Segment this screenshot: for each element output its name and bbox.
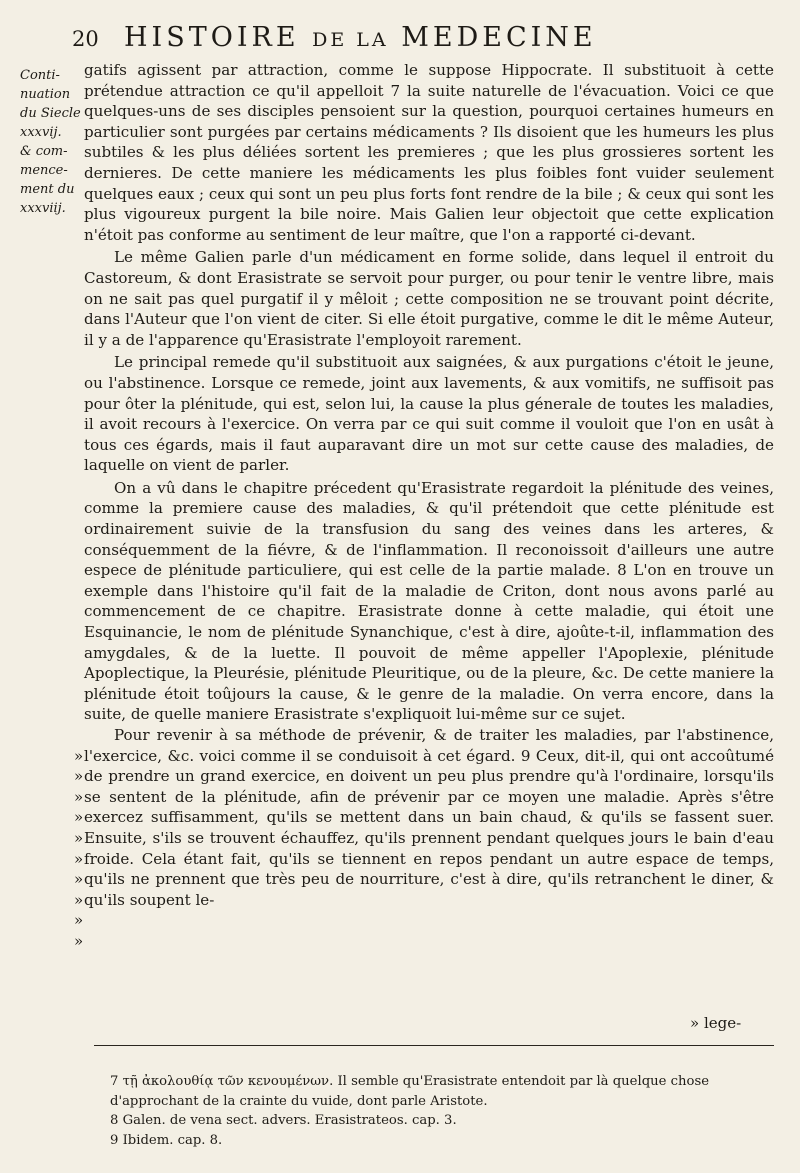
- footnote-rule: [94, 1045, 774, 1046]
- quote-mark: »: [74, 828, 84, 847]
- footnote: 9 Ibidem. cap. 8.: [110, 1132, 223, 1148]
- quote-mark: »: [74, 787, 84, 806]
- quote-mark: »: [74, 849, 84, 868]
- quote-mark: »: [74, 870, 84, 889]
- quote-marks: [74, 725, 88, 952]
- paragraph: gatifs agissent par attraction, comme le suppose Hippocrate. Il substituoit à cette prétendue attraction ce qu'il appelloit 7 la suite naturelle de l'évacuation. Voici ce que quelques-uns de ses disciples pensoient sur la question, pourquoi certaines humeurs en particulier sont purgées par certains médicaments ? Ils disoient que les humeurs les plus subtiles & les plus déliées sortent les premieres ; que les plus grossieres sortent les dernieres. De cette maniere les médicaments les plus foibles font vuider seulement quelques eaux ; ceux qui sont un peu plus forts font rendre de la bile ; & ceux qui sont les plus vigoureux purgent la bile noire. Mais Galien leur objectoit que cette explication n'étoit pas conforme au sentiment de leur maître, que l'on a rapporté ci-devant.: [84, 61, 774, 244]
- quote-mark: »: [74, 746, 84, 765]
- quote-mark: »: [74, 767, 84, 786]
- running-title-part1: HISTOIRE: [124, 22, 300, 53]
- footnote: 8 Galen. de vena sect. advers. Erasistrateos. cap. 3.: [110, 1113, 457, 1128]
- quote-mark: »: [74, 890, 84, 909]
- margin-note: [20, 66, 82, 218]
- footnote: 7 τῇ ἀκολουθίᾳ τῶν κενουμένων. Il semble qu'Erasistrate entendoit par là quelque chose d'approchant de la crainte du vuide, dont parle Aristote.: [110, 1074, 710, 1109]
- running-title-part3: MEDECINE: [401, 22, 597, 53]
- catchword: » lege-: [690, 1014, 742, 1032]
- margin-note-line: ment du: [20, 182, 75, 197]
- running-title-part2: DE LA: [312, 29, 389, 51]
- margin-note-line: du Siecle: [20, 106, 81, 121]
- page-header: [72, 22, 772, 58]
- margin-note-line: mence-: [20, 163, 68, 178]
- footnotes: [110, 1072, 770, 1150]
- margin-note-line: xxxvij.: [20, 125, 62, 140]
- running-title: [124, 22, 597, 53]
- margin-note-line: & com-: [20, 144, 68, 159]
- quote-mark: »: [74, 808, 84, 827]
- paragraph: Pour revenir à sa méthode de prévenir, & de traiter les maladies, par l'abstinence, l'exercice, &c. voici comme il se conduisoit à cet égard. 9 Ceux, dit-il, qui ont accoûtumé de prendre un grand exercice, en doivent un peu plus prendre qu'à l'ordinaire, lorsqu'ils se sentent de la plénitude, afin de prévenir par ce moyen une maladie. Après s'être exercez suffisamment, qu'ils se mettent dans un bain chaud, & qu'ils se fassent suer. Ensuite, s'ils se trouvent échauffez, qu'ils prennent pendant quelques jours le bain d'eau froide. Cela étant fait, qu'ils se tiennent en repos pendant un autre espace de temps, qu'ils ne prennent que très peu de nourriture, c'est à dire, qu'ils retranchent le diner, & qu'ils soupent le-: [84, 726, 774, 909]
- paragraph: Le même Galien parle d'un médicament en forme solide, dans lequel il entroit du Castoreum, & dont Erasistrate se servoit pour purger, ou pour tenir le ventre libre, mais on ne sait pas quel purgatif il y mêloit ; cette composition ne se trouvant point décrite, dans l'Auteur que l'on vient de citer. Si elle étoit purgative, comme le dit le même Auteur, il y a de l'apparence qu'Erasistrate l'employoit rarement.: [84, 248, 774, 349]
- quoted-block: [74, 725, 774, 950]
- margin-note-line: nuation: [20, 87, 71, 102]
- margin-note-line: xxxviij.: [20, 201, 66, 216]
- page-number: 20: [72, 27, 99, 51]
- quote-mark: »: [74, 931, 84, 950]
- paragraph: Le principal remede qu'il substituoit aux saignées, & aux purgations c'étoit le jeune, ou l'abstinence. Lorsque ce remede, joint aux lavements, & aux vomitifs, ne suffisoit pas pour ôter la plénitude, qui est, selon lui, la cause la plus génerale de toutes les maladies, il avoit recours à l'exercice. On verra par ce qui suit comme il vouloit que l'on en usât à tous ces égards, mais il faut auparavant dire un mot sur cette cause des maladies, de laquelle on vient de parler.: [84, 353, 774, 475]
- paragraph: On a vû dans le chapitre précedent qu'Erasistrate regardoit la plénitude des veines, comme la premiere cause des maladies, & qu'il prétendoit que cette plénitude est ordinairement suivie de la transfusion du sang des veines dans les arteres, & conséquemment de la fiévre, & de l'inflammation. Il reconoissoit d'ailleurs une autre espece de plénitude particuliere, qui est celle de la partie malade. 8 L'on en trouve un exemple dans l'histoire qu'il fait de la maladie de Criton, dont nous avons parlé au commencement de ce chapitre. Erasistrate donne à cette maladie, qui étoit une Esquinancie, le nom de plénitude Synanchique, c'est à dire, ajoûte-t-il, inflammation des amygdales, & de la luette. Il pouvoit de même appeller l'Apoplexie, plénitude Apoplectique, la Pleurésie, plénitude Pleuritique, ou de la pleure, &c. De cette maniere la plénitude étoit toûjours la cause, & le genre de la maladie. On verra encore, dans la suite, de quelle maniere Erasistrate s'expliquoit lui-même sur ce sujet.: [84, 478, 774, 724]
- margin-note-line: Conti-: [20, 68, 60, 83]
- quote-mark: »: [74, 911, 84, 930]
- body-text: [74, 60, 774, 950]
